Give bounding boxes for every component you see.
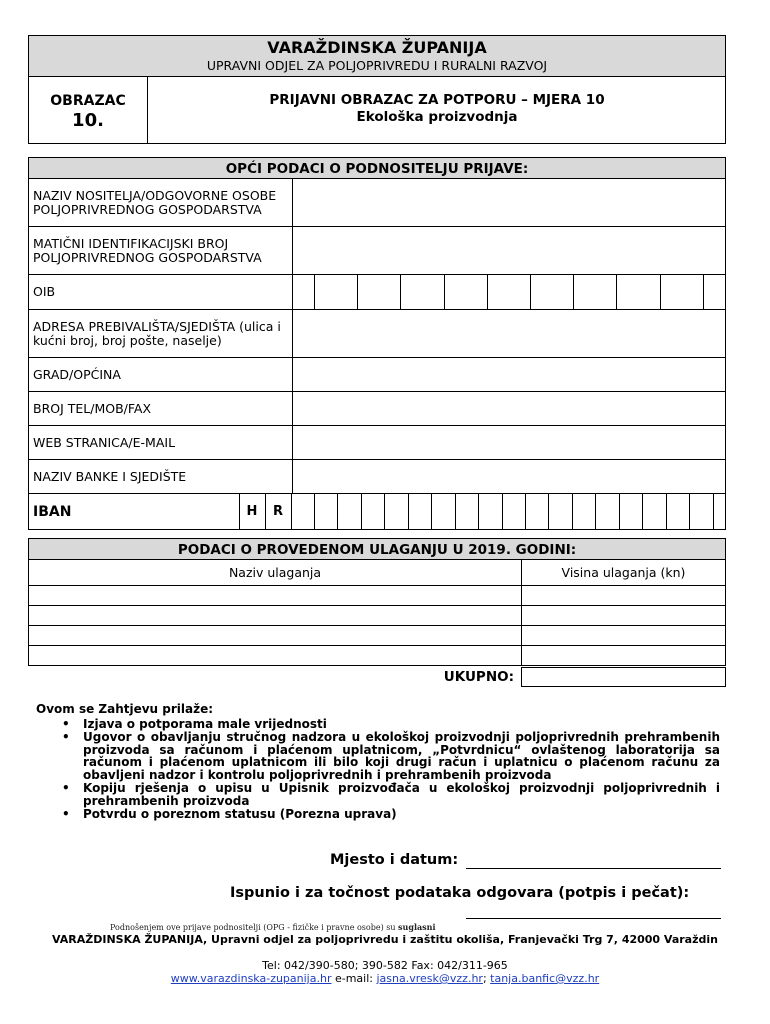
- label-iban: IBAN: [29, 494, 239, 529]
- label-mibpg: MATIČNI IDENTIFIKACIJSKI BROJ POLJOPRIVREDNOG GOSPODARSTVA: [29, 227, 293, 275]
- iban-digit[interactable]: [619, 494, 642, 529]
- iban-digit[interactable]: [549, 494, 572, 529]
- oib-digit[interactable]: [660, 275, 703, 309]
- investment-amount-cell[interactable]: [522, 626, 726, 646]
- oib-digit[interactable]: [358, 275, 401, 309]
- bullet-icon: •: [62, 806, 70, 821]
- attachment-item: • Ugovor o obavljanju stručnog nadzora u ekološkoj proizvodnji poljoprivrednih prehrambenih proizvoda sa računom i plaćenom uplatnicom, „Potvrdnicu“ ovlaštenog laboratorija sa računom i plaćenom uplatnicom ili bilo koji drugi račun i uplatnicu o plaćenom računu za obavljeni nadzor i kontrolu poljoprivrednih i prehrambenih proizvoda: [62, 729, 720, 783]
- department-name: UPRAVNI ODJEL ZA POLJOPRIVREDU I RURALNI RAZVOJ: [206, 58, 548, 73]
- attachment-item: • Potvrdu o poreznom statusu (Porezna uprava): [62, 806, 397, 821]
- iban-digit[interactable]: [408, 494, 431, 529]
- email-link-1[interactable]: jasna.vresk@vzz.hr: [376, 972, 483, 985]
- label-oib: OIB: [29, 275, 293, 310]
- email-label: e-mail:: [334, 972, 373, 985]
- oib-digit-boxes[interactable]: [293, 275, 726, 310]
- investment-table: [28, 559, 726, 666]
- investment-amount-cell[interactable]: [522, 646, 726, 666]
- investment-amount-cell[interactable]: [522, 606, 726, 626]
- label-web-email: WEB STRANICA/E-MAIL: [29, 426, 293, 460]
- footer-address: VARAŽDINSKA ŽUPANIJA, Upravni odjel za poljoprivredu i zaštitu okoliša, Franjevački Trg 7, 42000 Varaždin: [52, 933, 718, 946]
- investment-section-title: PODACI O PROVEDENOM ULAGANJU U 2019. GODINI:: [28, 538, 726, 559]
- iban-digit[interactable]: [455, 494, 478, 529]
- oib-digit[interactable]: [531, 275, 574, 309]
- email-link-2[interactable]: tanja.banfic@vzz.hr: [490, 972, 600, 985]
- attachment-item: • Kopiju rješenja o upisu u Upisnik proizvođača u ekološkoj proizvodnji poljoprivrednih i prehrambenih proizvoda: [62, 780, 720, 808]
- attachments-intro: Ovom se Zahtjevu prilaže:: [36, 702, 214, 716]
- col-header-name: Naziv ulaganja: [29, 560, 522, 586]
- row-phone: [29, 392, 726, 426]
- iban-digit[interactable]: [526, 494, 549, 529]
- row-oib: [29, 275, 726, 310]
- investment-name-cell[interactable]: [29, 646, 522, 666]
- iban-digit[interactable]: [502, 494, 525, 529]
- header-box: [28, 35, 726, 144]
- iban-digit[interactable]: [572, 494, 595, 529]
- investment-amount-cell[interactable]: [522, 586, 726, 606]
- investment-row: [29, 646, 726, 666]
- input-web-email[interactable]: [293, 426, 726, 460]
- investment-row: [29, 586, 726, 606]
- bullet-icon: •: [62, 729, 70, 744]
- general-data-table: [28, 178, 726, 530]
- responsible-label: Ispunio i za točnost podataka odgovara (potpis i pečat):: [230, 885, 690, 901]
- form-number: 10.: [72, 110, 104, 131]
- oib-digit[interactable]: [703, 275, 725, 309]
- iban-country-h: H: [239, 494, 265, 529]
- investment-name-cell[interactable]: [29, 626, 522, 646]
- iban-digit[interactable]: [479, 494, 502, 529]
- input-phone[interactable]: [293, 392, 726, 426]
- header-title-band: [29, 36, 725, 77]
- oib-digit[interactable]: [444, 275, 487, 309]
- place-date-line[interactable]: [466, 868, 721, 869]
- row-bank: [29, 460, 726, 494]
- iban-digit[interactable]: [666, 494, 689, 529]
- oib-digit[interactable]: [401, 275, 444, 309]
- input-address[interactable]: [293, 310, 726, 358]
- total-amount-field[interactable]: [521, 667, 726, 687]
- general-section-title: OPĆI PODACI O PODNOSITELJU PRIJAVE:: [28, 157, 726, 178]
- iban-digit[interactable]: [314, 494, 337, 529]
- bullet-icon: •: [62, 780, 70, 795]
- label-bank: NAZIV BANKE I SJEDIŠTE: [29, 460, 293, 494]
- input-bank[interactable]: [293, 460, 726, 494]
- attachments-list: [62, 718, 720, 820]
- attachment-item: • Izjava o potporama male vrijednosti: [62, 717, 327, 731]
- form-number-cell: [29, 77, 148, 143]
- investment-row: [29, 626, 726, 646]
- investment-name-cell[interactable]: [29, 586, 522, 606]
- iban-digit[interactable]: [291, 494, 314, 529]
- form-label: OBRAZAC: [50, 93, 126, 109]
- input-holder-name[interactable]: [293, 179, 726, 227]
- form-subtitle: Ekološka proizvodnja: [356, 109, 518, 125]
- oib-digit[interactable]: [315, 275, 358, 309]
- form-title-cell: [149, 77, 725, 143]
- row-holder-name: [29, 179, 726, 227]
- oib-digit[interactable]: [617, 275, 660, 309]
- footer-contacts: www.varazdinska-zupanija.hr e-mail: jasna.vresk@vzz.hr; tanja.banfic@vzz.hr: [170, 972, 600, 985]
- label-phone: BROJ TEL/MOB/FAX: [29, 392, 293, 426]
- oib-digit[interactable]: [487, 275, 530, 309]
- row-iban: [29, 494, 726, 530]
- row-address: [29, 310, 726, 358]
- row-web-email: [29, 426, 726, 460]
- investment-header-row: [29, 560, 726, 586]
- input-city[interactable]: [293, 358, 726, 392]
- iban-digit[interactable]: [596, 494, 619, 529]
- iban-country-r: R: [265, 494, 291, 529]
- county-name: VARAŽDINSKA ŽUPANIJA: [267, 38, 487, 57]
- footer-phone: Tel: 042/390-580; 390-582 Fax: 042/311-965: [262, 959, 508, 972]
- form-title: PRIJAVNI OBRAZAC ZA POTPORU – MJERA 10: [269, 92, 605, 108]
- row-city: [29, 358, 726, 392]
- iban-digit[interactable]: [713, 494, 725, 529]
- iban-digit[interactable]: [432, 494, 455, 529]
- website-link[interactable]: www.varazdinska-zupanija.hr: [170, 972, 332, 985]
- iban-digit[interactable]: [385, 494, 408, 529]
- input-mibpg[interactable]: [293, 227, 726, 275]
- label-address: ADRESA PREBIVALIŠTA/SJEDIŠTA (ulica i kućni broj, broj pošte, naselje): [29, 310, 293, 358]
- iban-digit[interactable]: [361, 494, 384, 529]
- label-holder-name: NAZIV NOSITELJA/ODGOVORNE OSOBE POLJOPRIVREDNOG GOSPODARSTVA: [29, 179, 293, 227]
- investment-name-cell[interactable]: [29, 606, 522, 626]
- total-label: UKUPNO:: [443, 669, 514, 685]
- label-city: GRAD/OPĆINA: [29, 358, 293, 392]
- footer-note: Podnošenjem ove prijave podnositelji (OPG - fizičke i pravne osobe) su suglasni: [110, 922, 436, 932]
- row-mibpg: [29, 227, 726, 275]
- iban-digit[interactable]: [643, 494, 666, 529]
- signature-line[interactable]: [466, 918, 721, 919]
- place-date-label: Mjesto i datum:: [330, 852, 459, 868]
- iban-digit[interactable]: [690, 494, 713, 529]
- investment-row: [29, 606, 726, 626]
- oib-digit[interactable]: [293, 275, 315, 309]
- oib-digit[interactable]: [574, 275, 617, 309]
- col-header-amount: Visina ulaganja (kn): [522, 560, 726, 586]
- bullet-icon: •: [62, 717, 70, 731]
- iban-digit[interactable]: [338, 494, 361, 529]
